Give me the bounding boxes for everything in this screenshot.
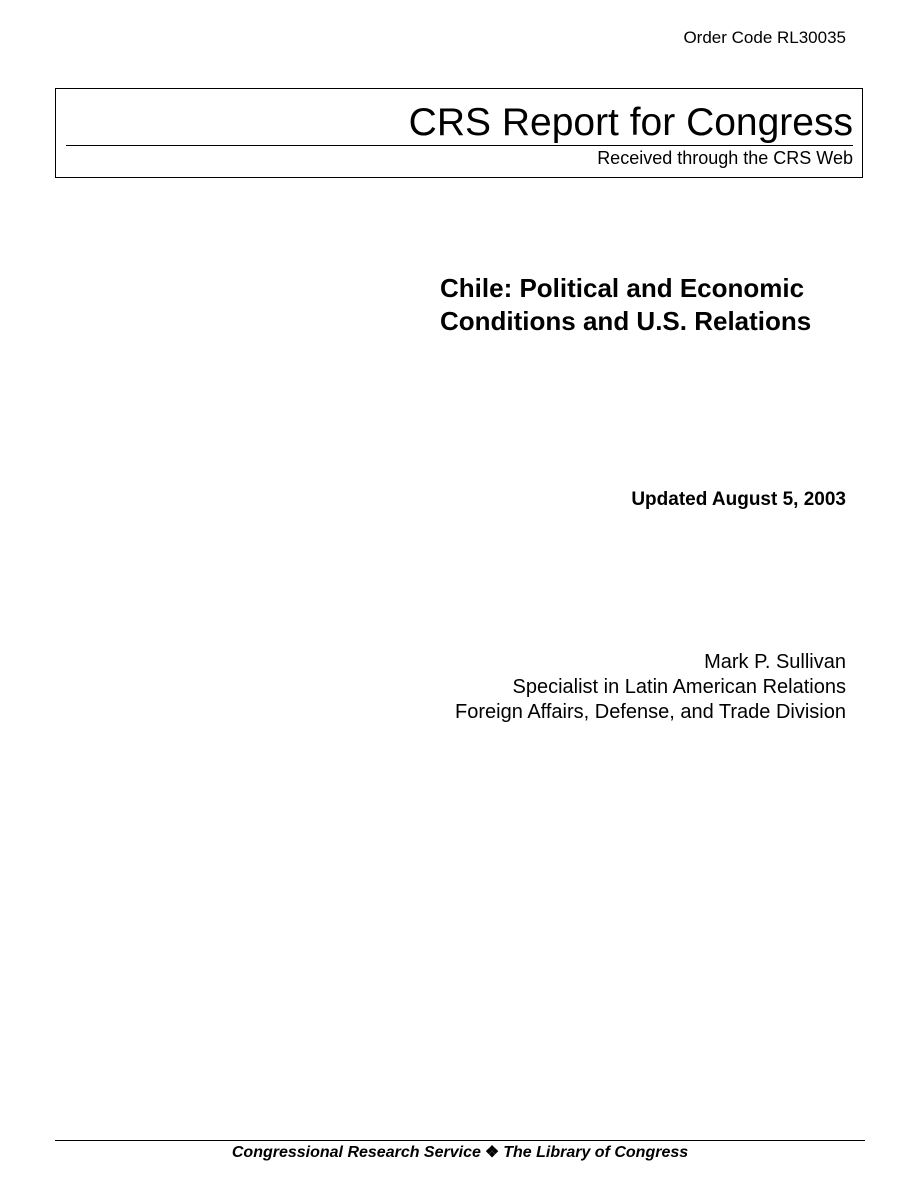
author-name: Mark P. Sullivan — [704, 651, 846, 673]
report-title-line-1: Chile: Political and Economic — [440, 273, 805, 303]
footer-library: The Library of Congress — [503, 1144, 689, 1161]
footer-separator-icon: ❖ — [484, 1144, 500, 1161]
footer-divider — [55, 1140, 865, 1141]
banner-title: CRS Report for Congress — [408, 101, 853, 144]
report-title-line-2: Conditions and U.S. Relations — [440, 306, 812, 336]
footer — [55, 1143, 865, 1163]
footer-org: Congressional Research Service — [231, 1144, 481, 1161]
banner-divider — [66, 145, 853, 146]
updated-date: Updated August 5, 2003 — [631, 489, 846, 510]
author-division: Foreign Affairs, Defense, and Trade Division — [455, 701, 846, 723]
order-code: Order Code RL30035 — [683, 28, 846, 47]
crs-banner — [55, 88, 863, 178]
author-block — [455, 650, 846, 725]
report-title — [440, 272, 811, 338]
banner-subtitle: Received through the CRS Web — [597, 148, 853, 168]
author-position: Specialist in Latin American Relations — [512, 676, 846, 698]
